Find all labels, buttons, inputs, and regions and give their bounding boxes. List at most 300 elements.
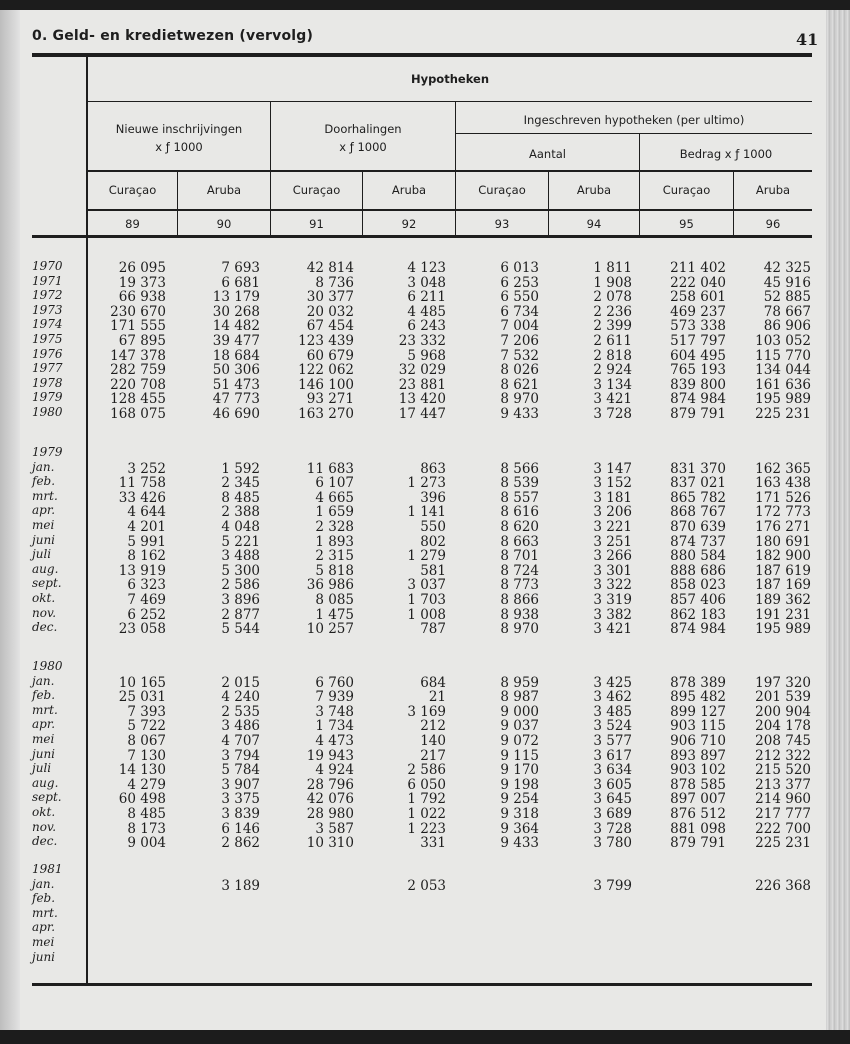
col-label-96: Aruba: [755, 183, 791, 197]
table-cell: 9 037: [500, 718, 539, 735]
table-cell: 881 098: [670, 820, 726, 837]
table-cell: [449, 661, 539, 676]
table-cell: 11 758: [118, 475, 166, 492]
stub-label: juni: [32, 532, 56, 547]
table-cell: 67 895: [118, 332, 166, 349]
table-cell: 191 231: [755, 606, 811, 623]
table-cell: 220 708: [110, 376, 166, 393]
column-95-y1981: [636, 864, 726, 893]
table-cell: 9 318: [500, 805, 539, 822]
table-cell: 7 393: [127, 703, 166, 720]
table-cell: 839 800: [670, 376, 726, 393]
stub-label: 1979: [32, 390, 63, 405]
table-cell: 469 237: [670, 303, 726, 320]
table-cell: 19 373: [118, 274, 166, 291]
table-cell: 3 577: [593, 732, 632, 749]
doorhalingen-header: [271, 120, 455, 156]
table-cell: 17 447: [398, 405, 446, 422]
column-92-y1979: [356, 447, 446, 637]
column-90-y1981: [170, 864, 260, 893]
table-cell: 23 881: [398, 376, 446, 393]
table-cell: 888 686: [670, 562, 726, 579]
table-cell: 879 791: [670, 405, 726, 422]
table-cell: 47 773: [212, 391, 260, 408]
table-cell: [636, 864, 726, 879]
stub-label: 1978: [32, 375, 63, 390]
col-label-89: Curaçao: [108, 183, 157, 197]
table-cell: 765 193: [670, 362, 726, 379]
table-cell: 93 271: [306, 391, 354, 408]
table-cell: 211 402: [670, 260, 726, 276]
table-cell: 1 273: [407, 475, 446, 492]
table-cell: 4 123: [407, 260, 446, 276]
stub-label: dec.: [32, 620, 58, 635]
table-cell: 4 665: [315, 489, 354, 506]
col-label-94: Aruba: [576, 183, 612, 197]
page-number: 41: [796, 30, 819, 49]
stub-label: mrt.: [32, 905, 58, 920]
table-cell: 880 584: [670, 548, 726, 565]
table-cell: 4 279: [127, 776, 166, 793]
table-cell: 6 146: [221, 820, 260, 837]
column-95-annual: [636, 261, 726, 422]
table-cell: [542, 661, 632, 676]
stub-label: jan.: [32, 673, 55, 688]
table-cell: 8 026: [500, 362, 539, 379]
table-cell: 8 085: [315, 591, 354, 608]
table-cell: 3 152: [593, 475, 632, 492]
column-89-y1980: [76, 661, 166, 851]
table-cell: 225 231: [755, 405, 811, 422]
table-cell: 787: [420, 621, 446, 638]
col-number-95: 95: [679, 217, 694, 231]
table-cell: 4 707: [221, 732, 260, 749]
table-cell: [721, 864, 811, 879]
stub-label: 1976: [32, 346, 63, 361]
table-cell: 8 724: [500, 562, 539, 579]
stub-label: 1980: [32, 659, 63, 673]
table-cell: 3 134: [593, 376, 632, 393]
table-cell: 8 938: [500, 606, 539, 623]
table-cell: 6 013: [500, 260, 539, 276]
table-cell: 3 486: [221, 718, 260, 735]
table-cell: 200 904: [755, 703, 811, 720]
table-cell: 60 498: [118, 791, 166, 808]
stub-label: apr.: [32, 503, 56, 518]
table-cell: 10 257: [306, 621, 354, 638]
column-94-annual: [542, 261, 632, 422]
table-cell: 10 165: [118, 674, 166, 691]
scan-left-edge: [0, 10, 20, 1030]
table-cell: 802: [420, 533, 446, 550]
stub-label: mrt.: [32, 488, 58, 503]
column-95-y1979: [636, 447, 726, 637]
table-cell: 874 984: [670, 391, 726, 408]
table-cell: 3 839: [221, 805, 260, 822]
table-cell: 893 897: [670, 747, 726, 764]
table-cell: 1 908: [593, 274, 632, 291]
column-91-y1980: [264, 661, 354, 851]
table-cell: 870 639: [670, 518, 726, 535]
table-cell: [449, 879, 539, 894]
table-cell: 8 970: [500, 391, 539, 408]
stub-label: juni: [32, 949, 56, 964]
column-96-y1980: [721, 661, 811, 851]
table-cell: 5 221: [221, 533, 260, 550]
table-cell: 147 378: [110, 347, 166, 364]
table-cell: [170, 864, 260, 879]
table-cell: 66 938: [118, 289, 166, 306]
table-cell: 8 663: [500, 533, 539, 550]
column-89-y1981: [76, 864, 166, 893]
table-cell: 396: [420, 489, 446, 506]
table-cell: 2 315: [315, 548, 354, 565]
table-cell: 868 767: [670, 504, 726, 521]
table-cell: 19 943: [306, 747, 354, 764]
table-cell: [264, 661, 354, 676]
table-cell: 3 896: [221, 591, 260, 608]
table-cell: 214 960: [755, 791, 811, 808]
table-cell: [636, 879, 726, 894]
column-96-y1981: [721, 864, 811, 893]
table-cell: 146 100: [298, 376, 354, 393]
table-cell: 8 970: [500, 621, 539, 638]
stub-label: apr.: [32, 717, 56, 732]
table-cell: 189 362: [755, 591, 811, 608]
table-cell: 1 592: [221, 460, 260, 477]
table-cell: 217 777: [755, 805, 811, 822]
table-cell: 7 693: [221, 260, 260, 276]
stub-label: feb.: [32, 891, 56, 906]
stub-label: sept.: [32, 790, 62, 805]
column-93-y1980: [449, 661, 539, 851]
col-label-91: Curaçao: [292, 183, 341, 197]
table-cell: 42 814: [306, 260, 354, 276]
stub-label: mei: [32, 517, 55, 532]
stub-label: aug.: [32, 561, 59, 576]
table-cell: 4 240: [221, 689, 260, 706]
table-cell: 8 987: [500, 689, 539, 706]
table-cell: 878 585: [670, 776, 726, 793]
table-cell: 9 004: [127, 835, 166, 852]
table-cell: 42 076: [306, 791, 354, 808]
table-cell: 213 377: [755, 776, 811, 793]
table-cell: 6 760: [315, 674, 354, 691]
col-number-96: 96: [765, 217, 781, 231]
table-cell: 3 206: [593, 504, 632, 521]
table-cell: 21: [428, 689, 446, 706]
table-cell: 162 365: [755, 460, 811, 477]
col-number-92: 92: [401, 217, 417, 231]
table-cell: 230 670: [110, 303, 166, 320]
table-cell: 45 916: [763, 274, 811, 291]
table-cell: 3 048: [407, 274, 446, 291]
table-cell: 30 377: [306, 289, 354, 306]
table-cell: 3 748: [315, 703, 354, 720]
table-cell: 7 939: [315, 689, 354, 706]
stub-label: 1974: [32, 317, 63, 332]
table-cell: 2 586: [221, 577, 260, 594]
table-cell: 2 586: [407, 762, 446, 779]
table-cell: 225 231: [755, 835, 811, 852]
table-cell: 8 866: [500, 591, 539, 608]
table-cell: 6 681: [221, 274, 260, 291]
table-cell: 8 620: [500, 518, 539, 535]
table-cell: 197 320: [755, 674, 811, 691]
table-cell: 1 022: [407, 805, 446, 822]
table-cell: 222 700: [755, 820, 811, 837]
table-cell: [76, 879, 166, 894]
table-cell: 7 469: [127, 591, 166, 608]
table-cell: 3 322: [593, 577, 632, 594]
table-cell: 573 338: [670, 318, 726, 335]
table-cell: 858 023: [670, 577, 726, 594]
table-cell: 9 433: [500, 405, 539, 422]
table-cell: 11 683: [306, 460, 354, 477]
table-cell: 46 690: [212, 405, 260, 422]
table-cell: 171 526: [755, 489, 811, 506]
table-cell: 2 078: [593, 289, 632, 306]
doorhalingen-line2: x ƒ 1000: [339, 140, 387, 154]
table-cell: 4 201: [127, 518, 166, 535]
top-thick-rule: [32, 53, 812, 57]
table-cell: 134 044: [755, 362, 811, 379]
table-cell: 217: [420, 747, 446, 764]
table-cell: 8 539: [500, 475, 539, 492]
table-cell: 8 621: [500, 376, 539, 393]
table-cell: [721, 447, 811, 462]
table-cell: 13 919: [118, 562, 166, 579]
doorhalingen-line1: Doorhalingen: [324, 122, 402, 136]
col-label-95: Curaçao: [662, 183, 711, 197]
table-cell: [76, 864, 166, 879]
table-cell: 863: [420, 460, 446, 477]
table-cell: 222 040: [670, 274, 726, 291]
table-cell: 6 107: [315, 475, 354, 492]
table-cell: 30 268: [212, 303, 260, 320]
table-cell: 1 475: [315, 606, 354, 623]
table-cell: 8 485: [221, 489, 260, 506]
column-93-annual: [449, 261, 539, 422]
nieuwe-inschrijvingen-header: [88, 120, 270, 156]
table-cell: 874 737: [670, 533, 726, 550]
column-96-annual: [721, 261, 811, 422]
table-cell: 3 524: [593, 718, 632, 735]
column-91-y1979: [264, 447, 354, 637]
bedrag-header: Bedrag x ƒ 1000: [679, 147, 773, 161]
table-cell: 862 183: [670, 606, 726, 623]
table-cell: 8 736: [315, 274, 354, 291]
nieuwe-line2: x ƒ 1000: [155, 140, 203, 154]
table-cell: 1 792: [407, 791, 446, 808]
table-cell: 1 008: [407, 606, 446, 623]
table-cell: 3 634: [593, 762, 632, 779]
table-cell: 2 015: [221, 674, 260, 691]
table-cell: [264, 864, 354, 879]
column-90-y1980: [170, 661, 260, 851]
table-cell: 2 328: [315, 518, 354, 535]
stub-label: jan.: [32, 876, 55, 891]
table-cell: 903 115: [670, 718, 726, 735]
table-cell: 39 477: [212, 332, 260, 349]
table-cell: 6 252: [127, 606, 166, 623]
table-cell: 163 438: [755, 475, 811, 492]
stub-label: juni: [32, 746, 56, 761]
table-cell: [542, 864, 632, 879]
table-cell: 9 170: [500, 762, 539, 779]
column-90-annual: [170, 261, 260, 422]
stub-label: 1977: [32, 361, 63, 376]
table-cell: 226 368: [755, 877, 811, 894]
table-cell: 8 959: [500, 674, 539, 691]
stub-label: 1981: [32, 862, 63, 876]
table-cell: 8 616: [500, 504, 539, 521]
ingeschreven-rule: [456, 133, 812, 134]
table-cell: 60 679: [306, 347, 354, 364]
table-cell: 28 796: [306, 776, 354, 793]
table-cell: 32 029: [398, 362, 446, 379]
table-cell: 6 323: [127, 577, 166, 594]
stub-label: jan.: [32, 459, 55, 474]
table-cell: 42 325: [763, 260, 811, 276]
stub-label: 1979: [32, 445, 63, 459]
table-cell: 6 243: [407, 318, 446, 335]
table-cell: 282 759: [110, 362, 166, 379]
table-cell: 23 332: [398, 332, 446, 349]
table-cell: 5 722: [127, 718, 166, 735]
table-cell: 837 021: [670, 475, 726, 492]
table-cell: 5 991: [127, 533, 166, 550]
table-cell: 1 279: [407, 548, 446, 565]
column-95-y1980: [636, 661, 726, 851]
table-cell: [636, 447, 726, 462]
table-cell: 9 254: [500, 791, 539, 808]
table-cell: 3 728: [593, 405, 632, 422]
table-cell: 33 426: [118, 489, 166, 506]
table-cell: 115 770: [755, 347, 811, 364]
table-cell: 865 782: [670, 489, 726, 506]
table-cell: 874 984: [670, 621, 726, 638]
table-cell: 9 433: [500, 835, 539, 852]
col-number-91: 91: [309, 217, 324, 231]
stub-label: mei: [32, 731, 55, 746]
stub-label: feb.: [32, 688, 56, 703]
table-cell: 3 189: [221, 877, 260, 894]
table-cell: 7 004: [500, 318, 539, 335]
table-cell: 78 667: [763, 303, 811, 320]
table-cell: 1 703: [407, 591, 446, 608]
table-cell: 86 906: [763, 318, 811, 335]
table-cell: 176 271: [755, 518, 811, 535]
table-cell: 28 980: [306, 805, 354, 822]
table-cell: 3 689: [593, 805, 632, 822]
column-91-y1981: [264, 864, 354, 893]
table-cell: 906 710: [670, 732, 726, 749]
col-number-90: 90: [216, 217, 232, 231]
table-cell: 3 266: [593, 548, 632, 565]
column-94-y1980: [542, 661, 632, 851]
table-cell: 3 169: [407, 703, 446, 720]
table-title: Hypotheken: [410, 72, 490, 86]
table-cell: 581: [420, 562, 446, 579]
table-cell: 4 924: [315, 762, 354, 779]
table-cell: 3 252: [127, 460, 166, 477]
table-cell: 36 986: [306, 577, 354, 594]
table-cell: 1 141: [407, 504, 446, 521]
table-cell: 172 773: [755, 504, 811, 521]
stub-label: 1972: [32, 288, 63, 303]
table-cell: 5 818: [315, 562, 354, 579]
table-cell: 2 053: [407, 877, 446, 894]
table-cell: 3 147: [593, 460, 632, 477]
table-cell: 5 784: [221, 762, 260, 779]
table-cell: 8 566: [500, 460, 539, 477]
column-93-y1979: [449, 447, 539, 637]
table-cell: 604 495: [670, 347, 726, 364]
table-cell: 6 050: [407, 776, 446, 793]
table-cell: 3 382: [593, 606, 632, 623]
stub-label: dec.: [32, 834, 58, 849]
table-cell: 13 179: [212, 289, 260, 306]
stub-label: nov.: [32, 605, 57, 620]
table-cell: 879 791: [670, 835, 726, 852]
table-cell: 140: [420, 732, 446, 749]
table-cell: 8 701: [500, 548, 539, 565]
ingeschreven-header: Ingeschreven hypotheken (per ultimo): [523, 113, 745, 127]
header-bottom-rule: [32, 235, 812, 238]
table-cell: 103 052: [755, 332, 811, 349]
column-91-annual: [264, 261, 354, 422]
table-cell: 4 473: [315, 732, 354, 749]
column-89-annual: [76, 261, 166, 422]
stub-label: 1971: [32, 273, 63, 288]
table-cell: 3 421: [593, 621, 632, 638]
table-cell: [76, 447, 166, 462]
table-cell: [264, 879, 354, 894]
table-cell: 3 799: [593, 877, 632, 894]
column-89-y1979: [76, 447, 166, 637]
table-cell: 5 544: [221, 621, 260, 638]
table-cell: 6 550: [500, 289, 539, 306]
col-label-90: Aruba: [206, 183, 242, 197]
stub-label: 1973: [32, 302, 63, 317]
table-cell: [356, 447, 446, 462]
table-cell: 212: [420, 718, 446, 735]
table-cell: 2 399: [593, 318, 632, 335]
table-cell: 163 270: [298, 405, 354, 422]
running-head: 0. Geld- en kredietwezen (vervolg): [32, 28, 314, 44]
table-cell: 2 236: [593, 303, 632, 320]
table-cell: 3 587: [315, 820, 354, 837]
table-cell: [449, 447, 539, 462]
stub-label: mei: [32, 934, 55, 949]
stub-label: 1975: [32, 331, 63, 346]
table-cell: 903 102: [670, 762, 726, 779]
table-cell: [636, 661, 726, 676]
table-cell: [449, 864, 539, 879]
table-cell: 13 420: [398, 391, 446, 408]
table-cell: 201 539: [755, 689, 811, 706]
table-cell: 3 605: [593, 776, 632, 793]
stub-label: aug.: [32, 775, 59, 790]
column-94-y1979: [542, 447, 632, 637]
col-label-93: Curaçao: [478, 183, 526, 197]
labels-rule: [88, 209, 812, 211]
bottom-thick-rule: [32, 983, 812, 986]
stub-label: 1970: [32, 259, 63, 273]
table-cell: 1 734: [315, 718, 354, 735]
table-cell: 4 048: [221, 518, 260, 535]
